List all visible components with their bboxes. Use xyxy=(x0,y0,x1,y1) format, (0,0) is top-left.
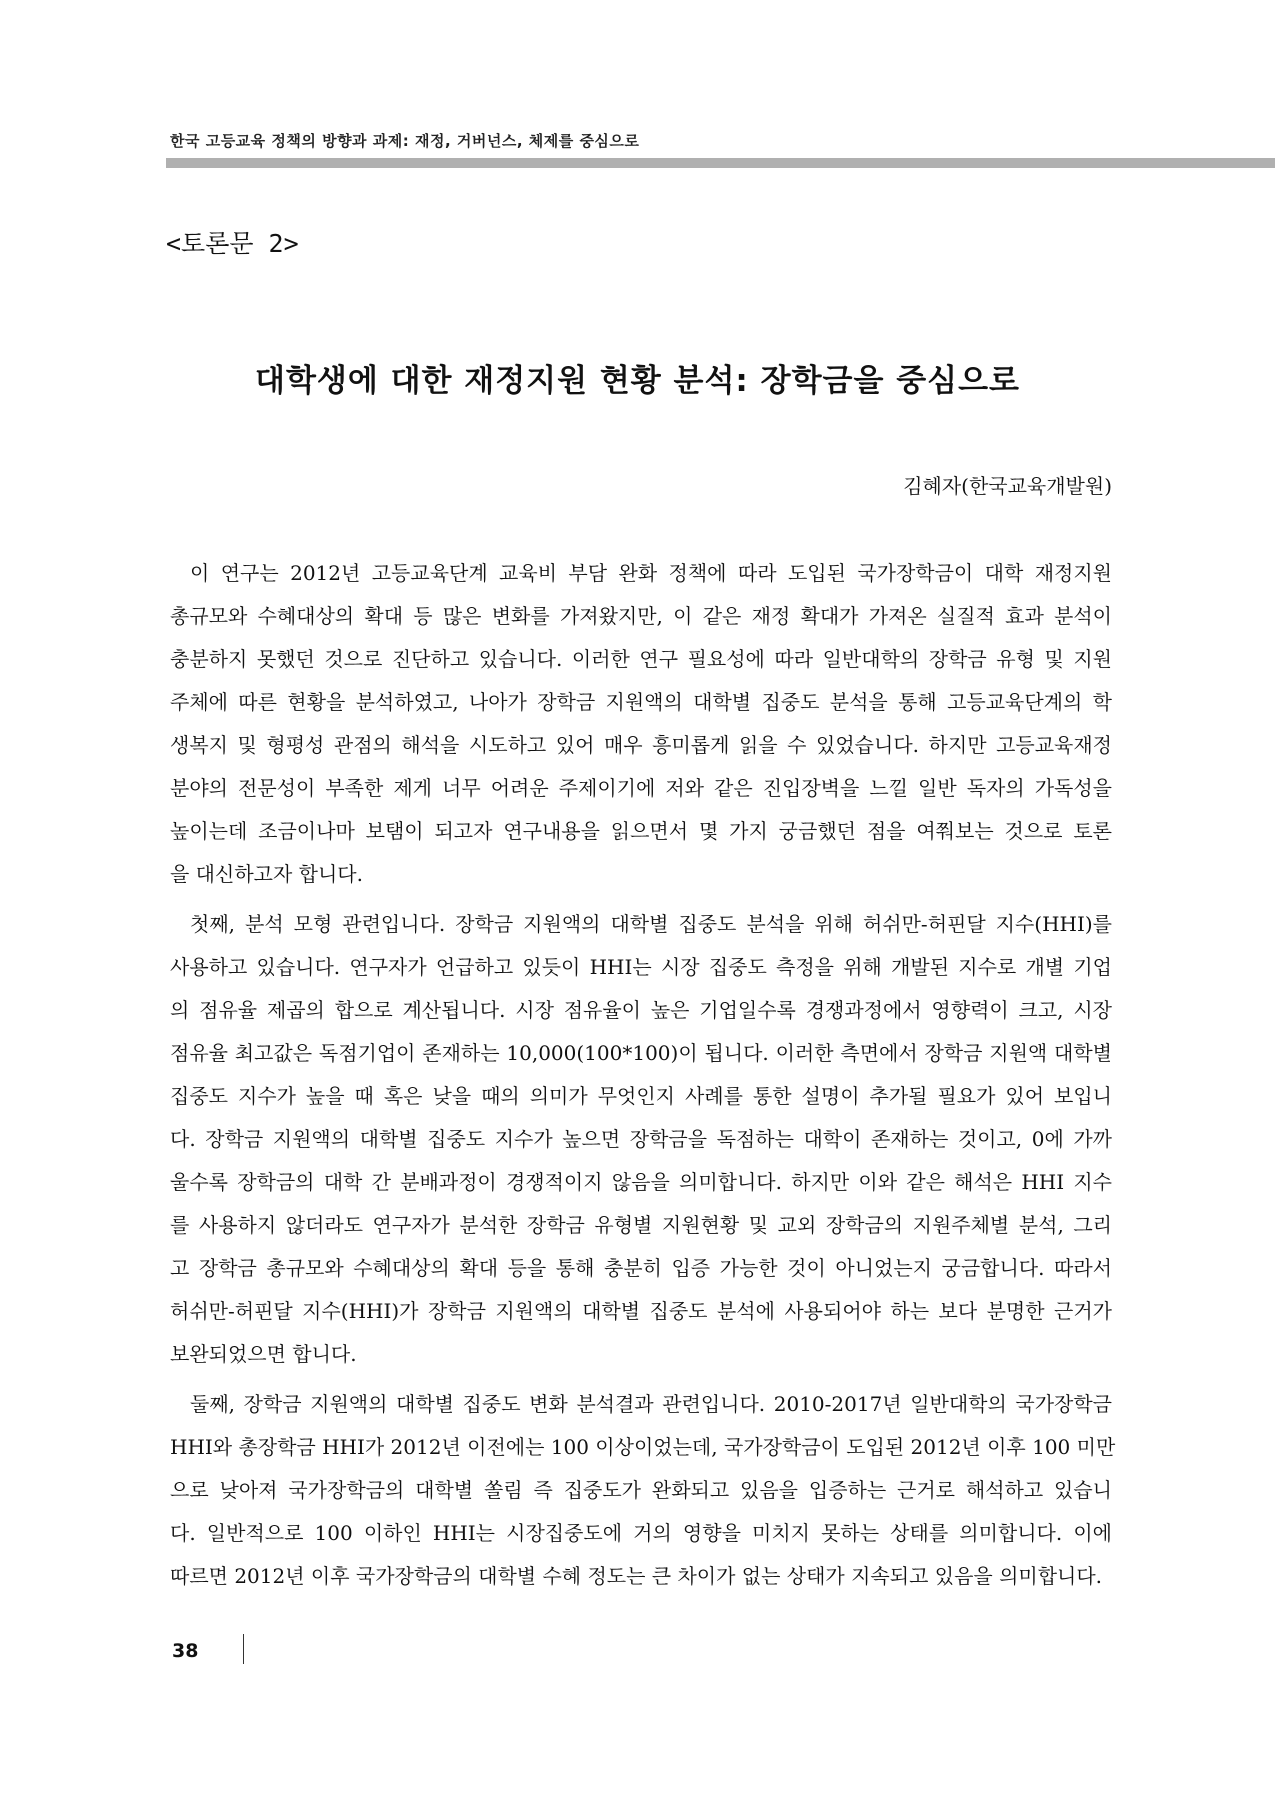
text-line: 다. 장학금 지원액의 대학별 집중도 지수가 높으면 장학금을 독점하는 대학이 존재하는 것이고, 0에 가까 xyxy=(170,1127,1112,1151)
text-line: 고 장학금 총규모와 수혜대상의 확대 등을 통해 충분히 입증 가능한 것이 아니었는지 궁금합니다. 따라서 xyxy=(170,1256,1112,1280)
text-line: 허쉬만-허핀달 지수(HHI)가 장학금 지원액의 대학별 집중도 분석에 사용되어야 하는 보다 분명한 근거가 xyxy=(170,1299,1112,1323)
text-line: 으로 낮아져 국가장학금의 대학별 쏠림 즉 집중도가 완화되고 있음을 입증하는 근거로 해석하고 있습니 xyxy=(170,1478,1112,1502)
text-line: 울수록 장학금의 대학 간 분배과정이 경쟁적이지 않음을 의미합니다. 하지만 이와 같은 해석은 HHI 지수 xyxy=(170,1170,1112,1194)
text-line: HHI와 총장학금 HHI가 2012년 이전에는 100 이상이었는데, 국가장학금이 도입된 2012년 이후 100 미만 xyxy=(170,1435,1116,1459)
text-line: 다. 일반적으로 100 이하인 HHI는 시장집중도에 거의 영향을 미치지 못하는 상태를 의미합니다. 이에 xyxy=(170,1521,1112,1545)
paragraph xyxy=(170,1383,1116,1598)
text-line: 보완되었으면 합니다. xyxy=(170,1342,357,1366)
header-divider-bar xyxy=(166,158,1275,168)
text-line: 을 대신하고자 합니다. xyxy=(170,862,363,886)
text-line: 사용하고 있습니다. 연구자가 언급하고 있듯이 HHI는 시장 집중도 측정을 위해 개발된 지수로 개별 기업 xyxy=(170,955,1112,979)
text-line: 의 점유율 제곱의 합으로 계산됩니다. 시장 점유율이 높은 기업일수록 경쟁과정에서 영향력이 크고, 시장 xyxy=(170,998,1112,1022)
text-line: 높이는데 조금이나마 보탬이 되고자 연구내용을 읽으면서 몇 가지 궁금했던 점을 여쭤보는 것으로 토론 xyxy=(170,819,1112,843)
text-line: 주체에 따른 현황을 분석하였고, 나아가 장학금 지원액의 대학별 집중도 분석을 통해 고등교육단계의 학 xyxy=(170,690,1112,714)
text-line: 집중도 지수가 높을 때 혹은 낮을 때의 의미가 무엇인지 사례를 통한 설명이 추가될 필요가 있어 보입니 xyxy=(170,1084,1112,1108)
text-line: 첫째, 분석 모형 관련입니다. 장학금 지원액의 대학별 집중도 분석을 위해 허쉬만-허핀달 지수(HHI)를 xyxy=(190,912,1112,936)
running-header: 한국 고등교육 정책의 방향과 과제: 재정, 거버넌스, 체제를 중심으로 xyxy=(170,132,640,150)
text-line: 점유율 최고값은 독점기업이 존재하는 10,000(100*100)이 됩니다. 이러한 측면에서 장학금 지원액 대학별 xyxy=(170,1041,1112,1065)
text-line: 충분하지 못했던 것으로 진단하고 있습니다. 이러한 연구 필요성에 따라 일반대학의 장학금 유형 및 지원 xyxy=(170,647,1112,671)
text-line: 를 사용하지 않더라도 연구자가 분석한 장학금 유형별 지원현황 및 교외 장학금의 지원주체별 분석, 그리 xyxy=(170,1213,1112,1237)
page-number-divider xyxy=(243,1634,244,1664)
text-line: 이 연구는 2012년 고등교육단계 교육비 부담 완화 정책에 따라 도입된 국가장학금이 대학 재정지원 xyxy=(190,561,1112,585)
text-line: 둘째, 장학금 지원액의 대학별 집중도 변화 분석결과 관련입니다. 2010-2017년 일반대학의 국가장학금 xyxy=(190,1392,1112,1416)
paragraph xyxy=(170,903,1112,1376)
author-affiliation: 김혜자(한국교육개발원) xyxy=(903,474,1112,498)
paragraph xyxy=(170,552,1112,896)
text-line: 생복지 및 형평성 관점의 해석을 시도하고 있어 매우 흥미롭게 읽을 수 있었습니다. 하지만 고등교육재정 xyxy=(170,733,1112,757)
discussion-label: <토론문 2> xyxy=(166,229,299,258)
text-line: 따르면 2012년 이후 국가장학금의 대학별 수혜 정도는 큰 차이가 없는 상태가 지속되고 있음을 의미합니다. xyxy=(170,1564,1103,1588)
body-text xyxy=(170,552,1116,1605)
text-line: 총규모와 수혜대상의 확대 등 많은 변화를 가져왔지만, 이 같은 재정 확대가 가져온 실질적 효과 분석이 xyxy=(170,604,1112,628)
page-number: 38 xyxy=(172,1640,199,1662)
text-line: 분야의 전문성이 부족한 제게 너무 어려운 주제이기에 저와 같은 진입장벽을 느낄 일반 독자의 가독성을 xyxy=(170,776,1112,800)
paper-title: 대학생에 대한 재정지원 현황 분석: 장학금을 중심으로 xyxy=(255,363,1020,399)
